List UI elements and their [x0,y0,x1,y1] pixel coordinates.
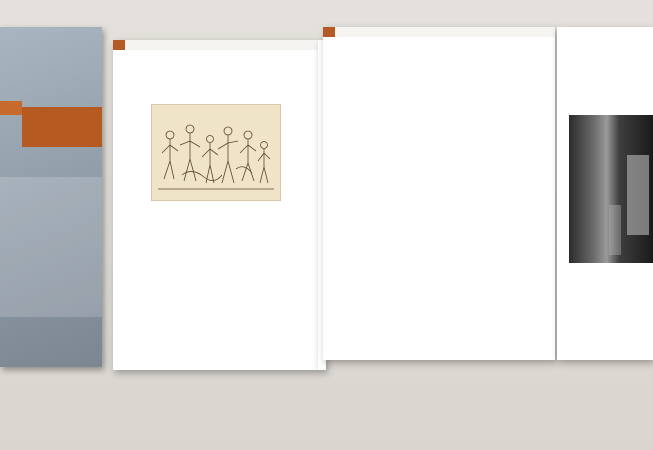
spread-three-page [557,27,653,360]
cover-year-block [22,107,102,147]
spread-two-page [323,27,555,360]
page-number-tag [323,27,335,37]
brochure-cover [0,27,102,367]
page-header [113,40,318,50]
page-number-tag [113,40,125,50]
spread-one-left-page [113,40,318,370]
page-header [323,27,555,37]
drawing-illustration [151,104,281,201]
historic-photograph [569,115,653,263]
cover-document-scan [0,177,102,317]
sketch-drawing [152,105,280,200]
cover-orange-tab [0,101,22,115]
bar-chart [337,267,487,339]
